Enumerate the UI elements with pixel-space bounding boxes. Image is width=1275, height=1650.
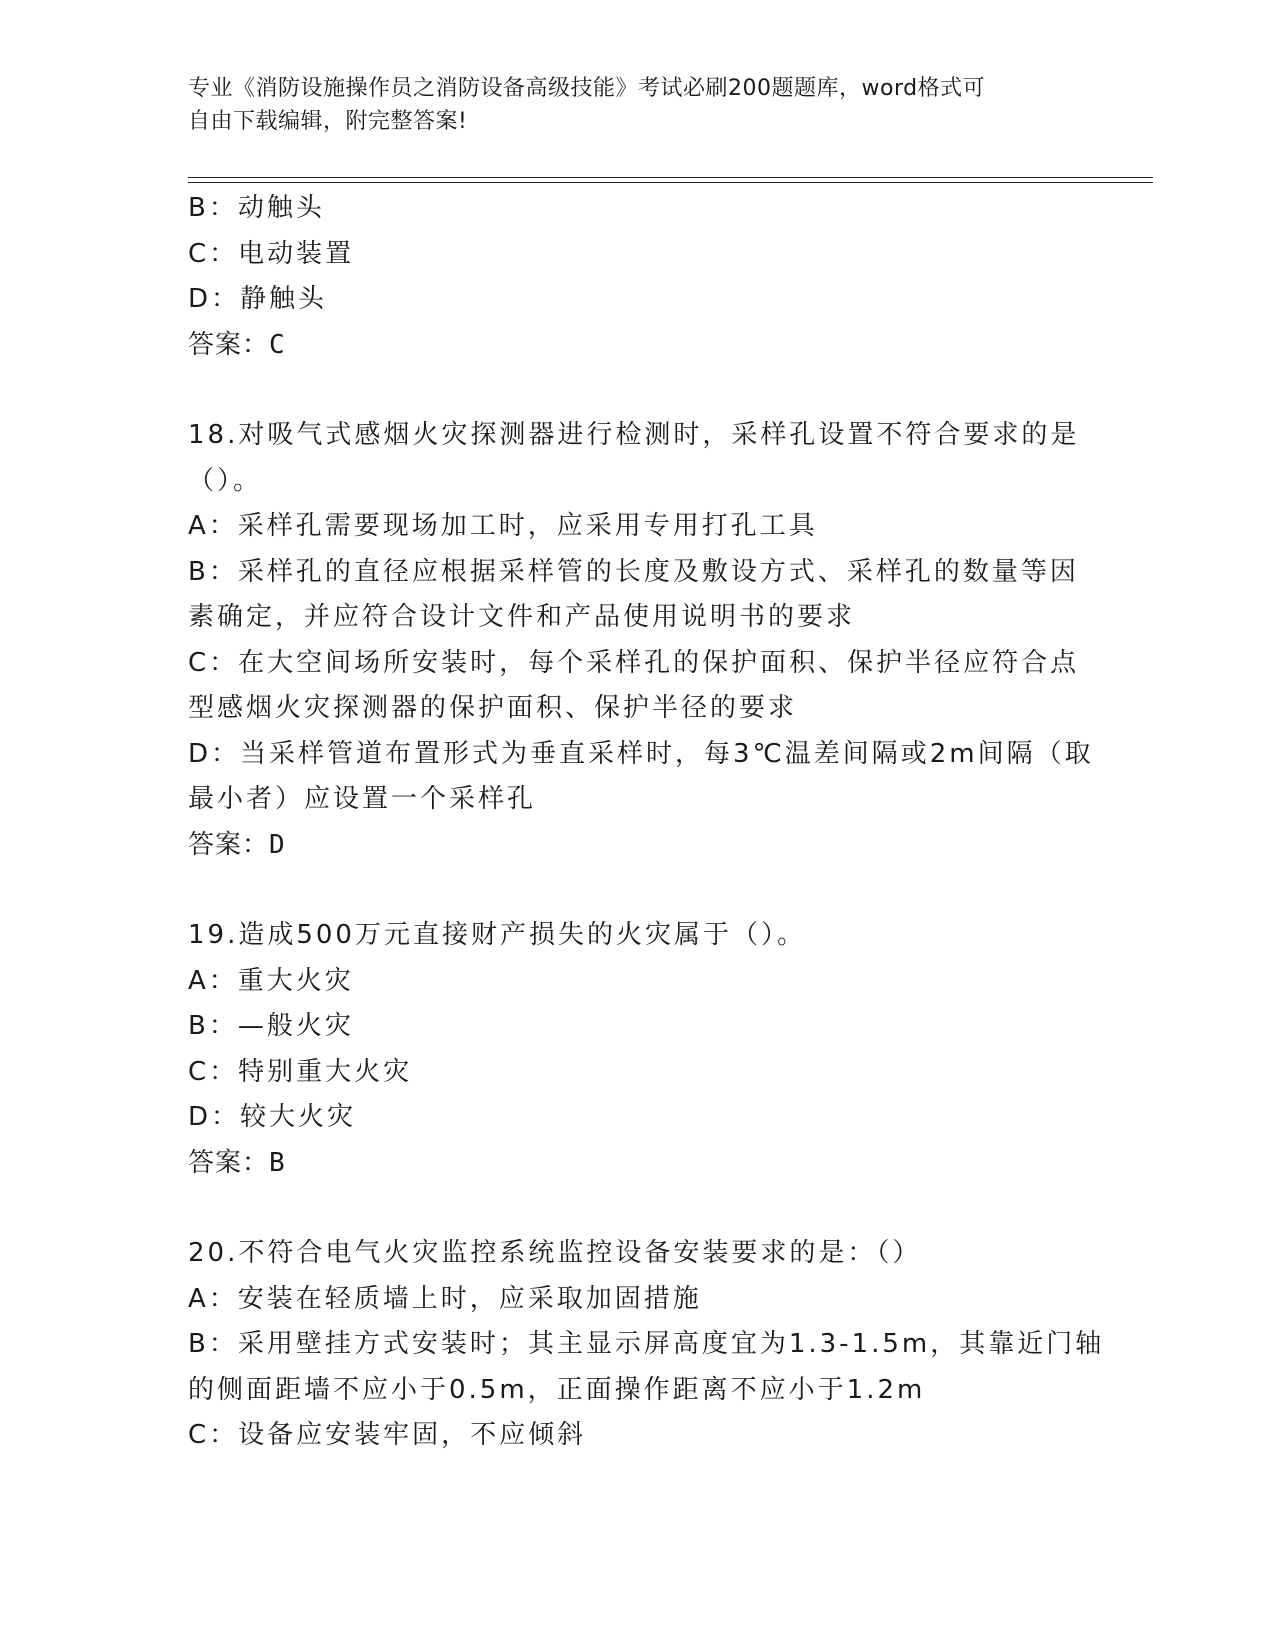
option-b: B：采样孔的直径应根据采样管的长度及敷设方式、采样孔的数量等因 <box>188 556 1079 587</box>
answer-label: 答案：B <box>188 1147 286 1178</box>
option-c-continued: 型感烟火灾探测器的保护面积、保护半径的要求 <box>188 693 798 723</box>
option-c: C：特别重大火灾 <box>188 1056 413 1087</box>
question-18 <box>188 413 1094 868</box>
option-b: B：—般火灾 <box>188 1011 354 1041</box>
question-stem: 18.对吸气式感烟火灾探测器进行检测时，采样孔设置不符合要求的是 <box>188 420 1080 450</box>
question-stem-continued: （）。 <box>188 465 263 496</box>
header-line-2: 自由下载编辑，附完整答案! <box>188 109 468 134</box>
answer-label: 答案：C <box>188 329 286 360</box>
header-line-1: 专业《消防设施操作员之消防设备高级技能》考试必刷200题题库，word格式可 <box>188 76 986 101</box>
option-a: A：采样孔需要现场加工时，应采用专用打孔工具 <box>188 511 818 541</box>
option-a: A：安装在轻质墙上时，应采取加固措施 <box>188 1283 702 1314</box>
option-b: B：采用壁挂方式安装时；其主显示屏高度宜为1.3-1.5m，其靠近门轴 <box>188 1329 1105 1359</box>
question-20 <box>188 1231 1105 1459</box>
question-17-continued <box>188 186 1088 368</box>
question-stem: 20.不符合电气火灾监控系统监控设备安装要求的是：（） <box>188 1238 922 1268</box>
spacer <box>188 868 1088 913</box>
header-divider-bottom <box>188 182 1153 183</box>
option-c: C：在大空间场所安装时，每个采样孔的保护面积、保护半径应符合点 <box>188 647 1080 678</box>
option-b-continued: 的侧面距墙不应小于0.5m，正面操作距离不应小于1.2m <box>188 1374 926 1405</box>
option-c: C：电动装置 <box>188 238 355 269</box>
document-body <box>188 186 1105 1459</box>
question-stem: 19.造成500万元直接财产损失的火灾属于（）。 <box>188 920 806 950</box>
option-d: D：较大火灾 <box>188 1102 357 1132</box>
header-divider-top <box>188 177 1153 178</box>
answer-label: 答案：D <box>188 829 286 860</box>
option-b-continued: 素确定，并应符合设计文件和产品使用说明书的要求 <box>188 602 856 632</box>
option-b: B：动触头 <box>188 193 325 223</box>
option-d: D：静触头 <box>188 284 328 314</box>
option-d-continued: 最小者）应设置一个采样孔 <box>188 784 537 814</box>
document-header <box>188 72 1088 138</box>
option-a: A：重大火灾 <box>188 965 354 996</box>
question-19 <box>188 913 1088 1186</box>
spacer <box>188 368 1088 413</box>
option-d: D：当采样管道布置形式为垂直采样时，每3℃温差间隔或2m间隔（取 <box>188 738 1094 769</box>
spacer <box>188 1186 1088 1231</box>
option-c: C：设备应安装牢固，不应倾斜 <box>188 1420 587 1450</box>
